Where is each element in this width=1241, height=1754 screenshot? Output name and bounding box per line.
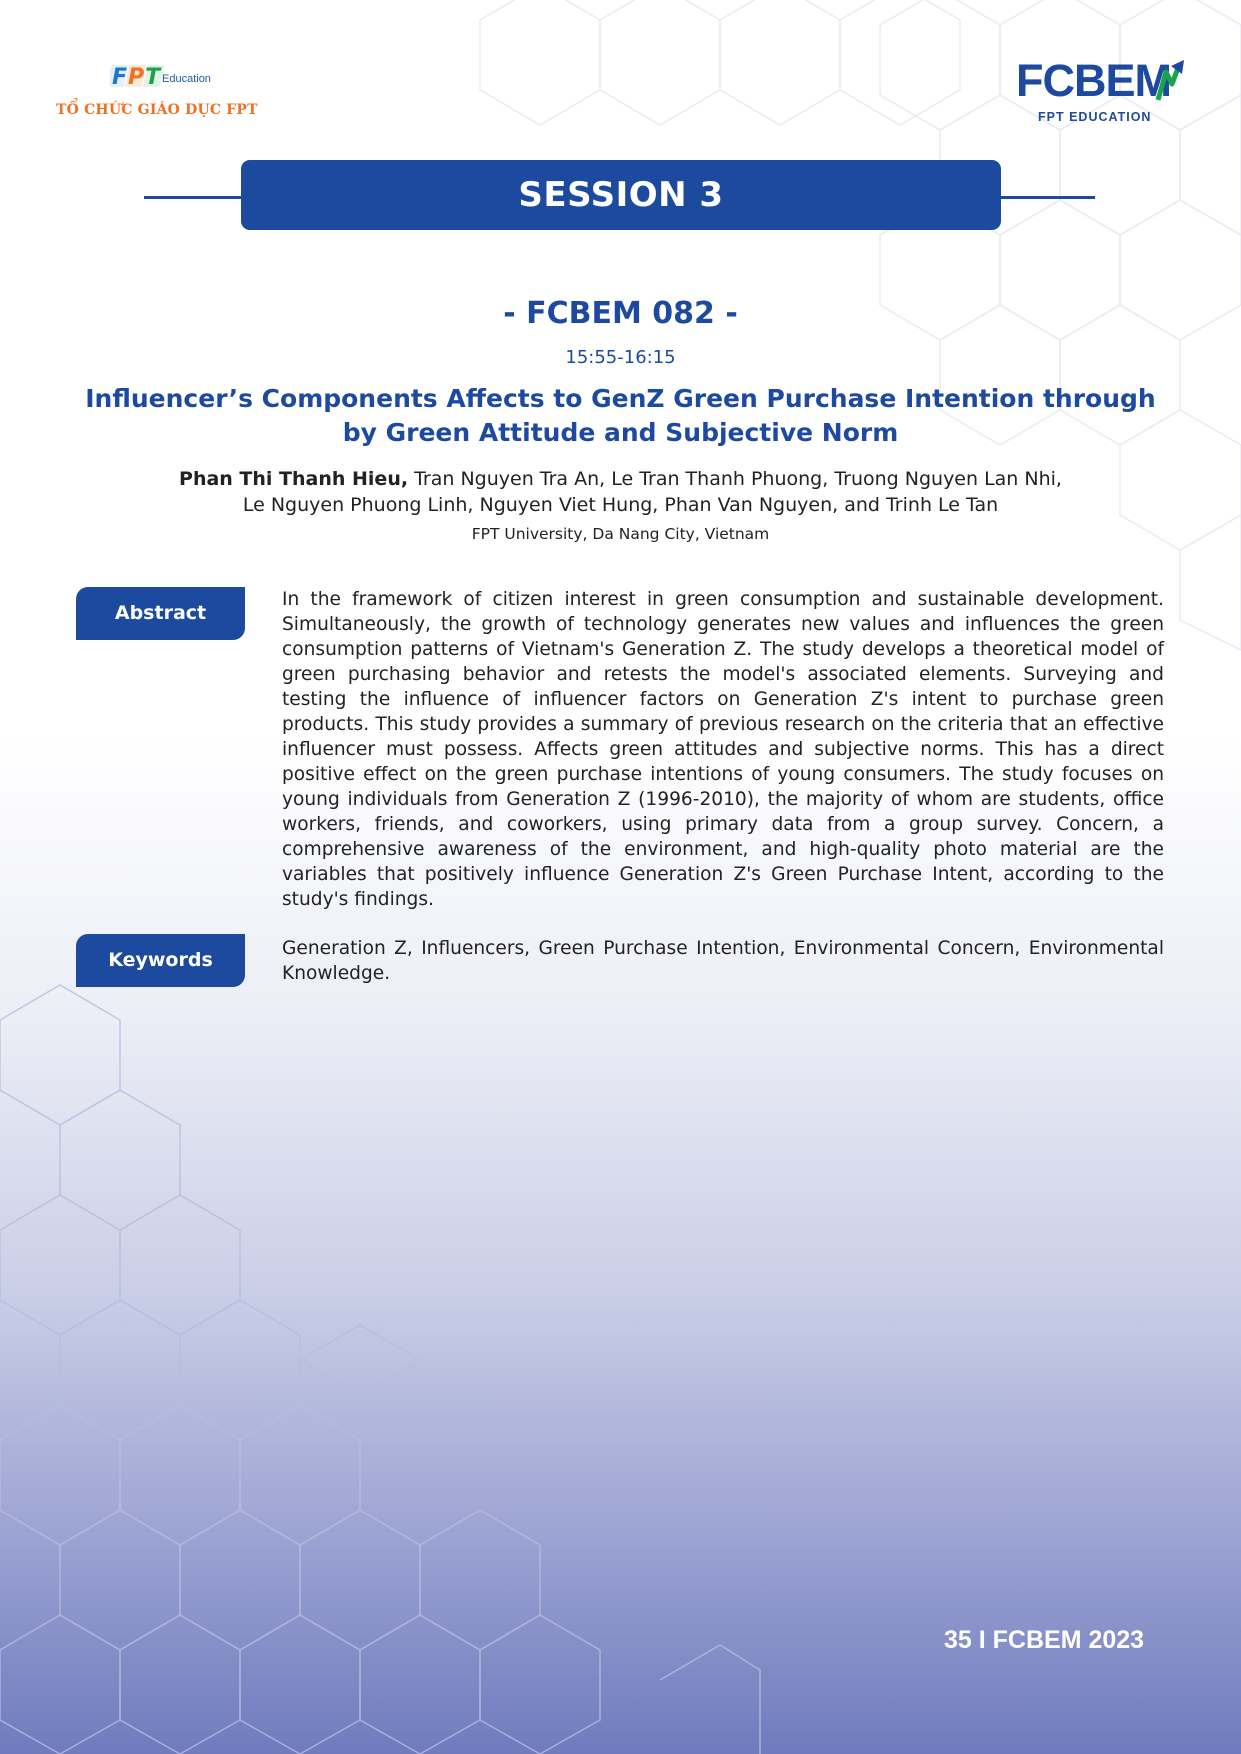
session-divider-left [144, 196, 244, 199]
page-footer: 35 I FCBEM 2023 [944, 1626, 1145, 1654]
abstract-label: Abstract [76, 587, 245, 640]
paper-time: 15:55-16:15 [565, 347, 676, 368]
fcbem-subtitle: FPT EDUCATION [1038, 110, 1152, 124]
paper-title-line-2: by Green Attitude and Subjective Norm [342, 418, 899, 447]
session-divider-right [998, 196, 1095, 199]
paper-title-line-1: Influencer’s Components Affects to GenZ Green Purchase Intention through [85, 384, 1156, 413]
author-list [60, 466, 1181, 518]
fpt-organization-name: TỔ CHỨC GIÁO DỤC FPT [56, 102, 258, 118]
affiliation: FPT University, Da Nang City, Vietnam [471, 525, 770, 543]
fpt-education-logo [56, 62, 276, 124]
paper-title [60, 382, 1181, 450]
co-authors-line-1: Tran Nguyen Tra An, Le Tran Thanh Phuong, Truong Nguyen Lan Nhi, [408, 468, 1062, 490]
upward-arrow-icon [1154, 60, 1188, 102]
paper-code: - FCBEM 082 - [503, 296, 738, 331]
keywords-text: Generation Z, Influencers, Green Purchase Intention, Environmental Concern, Environmental Knowledge. [282, 938, 1164, 984]
presenting-author: Phan Thi Thanh Hieu, [179, 468, 409, 490]
fpt-letter-p: P [128, 65, 146, 90]
session-banner: SESSION 3 [241, 160, 1001, 230]
abstract-text: In the framework of citizen interest in green consumption and sustainable development. Simultaneously, the growth of technology generates new values and influences the green consumption patterns of Vietnam's Generation Z. The study develops a theoretical model of green purchasing behavior and retests the model's associated elements. Surveying and testing the influence of influencer factors on Generation Z's intent to purchase green products. This study provides a summary of previous research on the criteria that an effective influencer must possess. Affects green attitudes and subjective norms. This has a direct positive effect on the green purchase intentions of young consumers. The study focuses on young individuals from Generation Z (1996-2010), the majority of whom are students, office workers, friends, and coworkers, using primary data from a group survey. Concern, a comprehensive awareness of the environment, and high-quality photo material are the variables that positively influence Generation Z's Green Purchase Intent, according to the study's findings. [282, 589, 1164, 910]
fpt-education-label: Education [162, 73, 211, 85]
fpt-letter-t: T [145, 65, 162, 90]
fcbem-logo [1016, 55, 1188, 128]
fcbem-wordmark: FCBEM [1016, 55, 1171, 106]
fpt-letter-f: F [112, 65, 129, 90]
keywords-label: Keywords [76, 934, 245, 987]
fpt-letters [112, 65, 161, 90]
co-authors-line-2: Le Nguyen Phuong Linh, Nguyen Viet Hung, Phan Van Nguyen, and Trinh Le Tan [242, 494, 999, 516]
